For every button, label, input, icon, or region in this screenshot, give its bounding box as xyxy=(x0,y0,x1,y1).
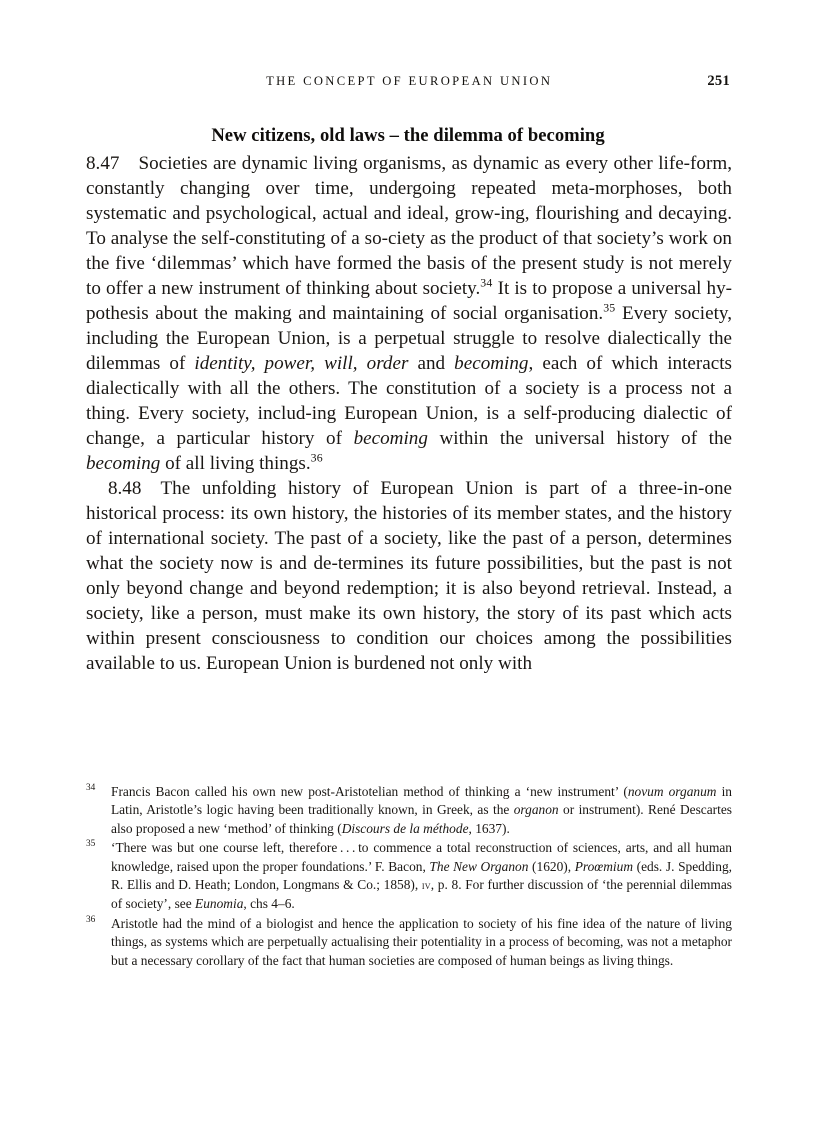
small-caps-numeral: iv xyxy=(421,879,431,892)
page-number: 251 xyxy=(707,73,730,89)
footnote-marker: 36 xyxy=(86,914,96,925)
paragraph-8-48: 8.48 The unfolding history of European Union is part of a three-in-one historical process: its own history, the histories of its member states, and the history of international society. The past of a society, like the past of a person, determines what the society now is and de-termines its future possibilities, but the past is not only beyond change and beyond redemption; it is also beyond retrieval. Instead, a society, like a person, must make its own history, the story of its past which acts within present consciousness to condition our choices among the possibilities available to us. European Union is burdened not only with xyxy=(86,478,732,674)
footnotes-block xyxy=(86,783,732,971)
footnote-reference[interactable]: 34 xyxy=(480,275,493,290)
running-head-title: THE CONCEPT OF EUROPEAN UNION xyxy=(266,74,553,88)
body-text xyxy=(86,151,732,676)
footnote-marker: 35 xyxy=(86,838,96,849)
footnote-text: ‘There was but one course left, therefore . . . to commence a total reconstruction of sciences, arts, and all human knowledge, raised upon the proper foundations.’ F. Bacon, The New Organon (1620), Proœmium (eds. J. Spedding, R. Ellis and D. Heath; London, Longmans & Co.; 1858), iv, p. 8. For further discussion of ‘the perennial dilemmas of society’, see Eunomia, chs 4–6. xyxy=(111,840,733,912)
paragraph-8-47: 8.47 Societies are dynamic living organisms, as dynamic as every other life-form, constantly changing over time, undergoing repeated meta-morphoses, both systematic and psychological, actual and ideal, grow-ing, flourishing and decaying. To analyse the self-constituting of a so-ciety as the product of that society’s work on the five ‘dilemmas’ which have formed the basis of the present study is not merely to offer a new instrument of thinking about society.$^{34}$ It is to propose a universal hy-pothesis about the making and maintaining of social organisation.$^{35}$ Every society, including the European Union, is a perpetual struggle to resolve dialectically the dilemmas of identity, power, will, order and becoming, each of which interacts dialectically with all the others. The constitution of a society is a process not a thing. Every society, includ-ing European Union, is a self-producing dialectic of change, a particular history of becoming within the universal history of the becoming of all living things.$^{36}$ xyxy=(86,153,733,474)
italic-text: novum organum xyxy=(627,784,717,799)
italic-text: organon xyxy=(513,802,559,818)
footnote-text: Francis Bacon called his own new post-Aristotelian method of thinking a ‘new instrument’ (novum organum in Latin, Aristotle’s logic having been traditionally known, in Greek, as the organon or instrument). René Descartes also proposed a new ‘method’ of thinking (Discours de la méthode, 1637). xyxy=(111,784,733,836)
italic-text: becoming xyxy=(454,353,529,374)
footnote-reference[interactable]: 35 xyxy=(603,300,616,315)
footnote-text: Aristotle had the mind of a biologist and hence the application to society of his fine idea of the nature of living things, as systems which are perpetually actualising their potentiality in a process of becoming, was not a metaphor but a necessary corollary of the fact that human societies are composed of human beings as living things. xyxy=(111,916,732,968)
running-head xyxy=(86,74,730,94)
footnote-34 xyxy=(86,783,732,838)
footnote-marker: 34 xyxy=(86,782,96,793)
italic-text: Proœmium xyxy=(574,858,633,874)
italic-text: becoming xyxy=(86,453,161,474)
italic-text: Discours de la méthode xyxy=(341,820,469,836)
italic-text: The New Organon xyxy=(429,858,529,874)
italic-text: becoming xyxy=(353,428,428,449)
section-heading: New citizens, old laws – the dilemma of becoming xyxy=(211,125,605,147)
footnote-36 xyxy=(86,915,732,970)
italic-text: Eunomia xyxy=(195,896,244,912)
italic-text: identity, power, will, order xyxy=(194,353,409,374)
footnote-35 xyxy=(86,839,732,913)
footnote-reference[interactable]: 36 xyxy=(310,450,323,465)
